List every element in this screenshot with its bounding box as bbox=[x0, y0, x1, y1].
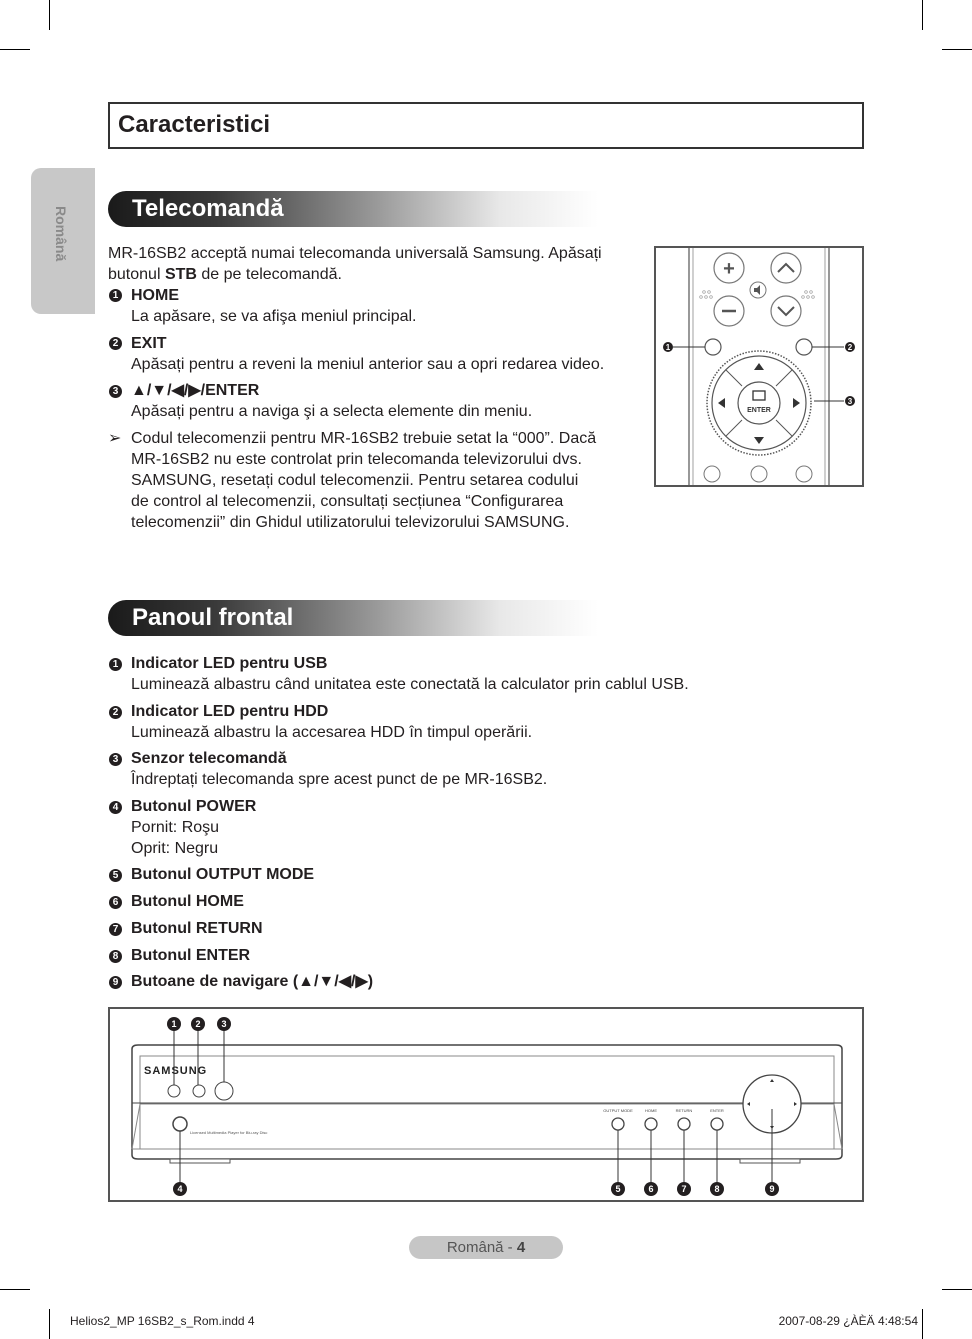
enter-label: ENTER bbox=[747, 407, 771, 414]
footer-file-info: Helios2_MP 16SB2_s_Rom.indd 4 bbox=[70, 1314, 255, 1328]
panel-tagline: Licensed Multimedia Player for Blu-ray Disc bbox=[190, 1130, 268, 1135]
callout-3: 3 bbox=[847, 397, 853, 406]
panel-item-title: Indicator LED pentru USB bbox=[131, 655, 328, 672]
panel-item-title: Butoane de navigare (▲/▼/◀/▶) bbox=[131, 973, 374, 990]
panel-item-desc: Luminează albastru când unitatea este conectată la calculator prin cablul USB. bbox=[131, 676, 689, 693]
callout-7: 7 bbox=[681, 1184, 687, 1194]
callout-number: 2 bbox=[109, 706, 122, 719]
remote-item-title: HOME bbox=[131, 287, 179, 304]
remote-intro-line-1: MR-16SB2 acceptă numai telecomanda universală Samsung. Apăsați bbox=[108, 245, 602, 262]
svg-text:+: + bbox=[723, 258, 735, 280]
crop-mark bbox=[922, 1309, 923, 1339]
remote-item-desc: Apăsați pentru a reveni la meniul anterior sau a opri redarea video. bbox=[131, 356, 605, 373]
side-tab-label: Română bbox=[53, 206, 69, 262]
section-header-remote bbox=[108, 191, 598, 227]
crop-mark bbox=[942, 49, 972, 50]
crop-mark bbox=[0, 1289, 30, 1290]
note-line: Codul telecomenzii pentru MR-16SB2 trebuie setat la “000”. Dacă bbox=[131, 430, 597, 447]
crop-mark bbox=[0, 49, 30, 50]
callout-number: 9 bbox=[109, 976, 122, 989]
front-panel-figure bbox=[108, 1007, 864, 1202]
intro-text: butonul bbox=[108, 266, 165, 283]
callout-number: 2 bbox=[109, 337, 122, 350]
callout-9: 9 bbox=[769, 1184, 775, 1194]
page-number-pill bbox=[409, 1236, 563, 1259]
remote-intro-line-2 bbox=[108, 264, 342, 285]
header-box bbox=[108, 102, 864, 149]
crop-mark bbox=[942, 1289, 972, 1290]
page-number: 4 bbox=[516, 1239, 526, 1256]
remote-control-figure bbox=[654, 246, 864, 487]
enter-button-label: ENTER bbox=[710, 1108, 724, 1113]
remote-item-title: EXIT bbox=[131, 335, 167, 352]
callout-2: 2 bbox=[195, 1019, 201, 1029]
callout-3: 3 bbox=[221, 1019, 227, 1029]
callout-4: 4 bbox=[177, 1184, 183, 1194]
crop-mark bbox=[922, 0, 923, 30]
callout-1: 1 bbox=[665, 343, 671, 352]
section-title-remote: Telecomandă bbox=[132, 195, 284, 222]
stb-label: STB bbox=[164, 266, 197, 283]
callout-5: 5 bbox=[615, 1184, 621, 1194]
callout-number: 3 bbox=[109, 753, 122, 766]
panel-item-desc: Oprit: Negru bbox=[131, 840, 219, 857]
callout-number: 6 bbox=[109, 896, 122, 909]
panel-item-title: Butonul OUTPUT MODE bbox=[131, 866, 315, 883]
return-label: RETURN bbox=[675, 1108, 693, 1113]
panel-item-title: Butonul RETURN bbox=[131, 920, 263, 937]
remote-item-desc: La apăsare, se va afişa meniul principal. bbox=[131, 308, 417, 325]
note-line: telecomenzii” din Ghidul utilizatorului televizorului SAMSUNG. bbox=[131, 514, 570, 531]
panel-item-title: Butonul ENTER bbox=[131, 947, 251, 964]
page-title: Caracteristici bbox=[118, 111, 271, 138]
callout-number: 1 bbox=[109, 658, 122, 671]
remote-item-desc: Apăsați pentru a naviga şi a selecta elemente din meniu. bbox=[131, 403, 533, 420]
section-title-front-panel: Panoul frontal bbox=[132, 604, 294, 631]
callout-6: 6 bbox=[648, 1184, 654, 1194]
callout-number: 7 bbox=[109, 923, 122, 936]
language-side-tab bbox=[31, 168, 95, 314]
panel-item-title: Senzor telecomandă bbox=[131, 750, 287, 767]
callout-1: 1 bbox=[171, 1019, 177, 1029]
panel-item-title: Butonul POWER bbox=[131, 798, 257, 815]
note-line: MR-16SB2 nu este controlat prin telecomanda televizorului dvs. bbox=[131, 451, 582, 468]
callout-8: 8 bbox=[714, 1184, 720, 1194]
footer-timestamp: 2007-08-29 ¿ÀÈÄ 4:48:54 bbox=[778, 1314, 918, 1328]
crop-mark bbox=[49, 1309, 50, 1339]
section-header-front-panel bbox=[108, 600, 598, 636]
crop-mark bbox=[49, 0, 50, 30]
front-panel-illustration bbox=[110, 1009, 862, 1200]
callout-number: 3 bbox=[109, 385, 122, 398]
panel-item-title: Butonul HOME bbox=[131, 893, 244, 910]
note-line: de control al telecomenzii, consultați secțiunea “Configurarea bbox=[131, 493, 564, 510]
panel-item-title: Indicator LED pentru HDD bbox=[131, 703, 329, 720]
remote-item-title: ▲/▼/◀/▶/ENTER bbox=[131, 382, 260, 399]
callout-2: 2 bbox=[847, 343, 853, 352]
panel-item-desc: Luminează albastru la accesarea HDD în timpul operării. bbox=[131, 724, 533, 741]
callout-number: 4 bbox=[109, 801, 122, 814]
output-mode-label: OUTPUT MODE bbox=[603, 1108, 633, 1113]
panel-item-desc: Îndreptați telecomanda spre acest punct de pe MR-16SB2. bbox=[131, 771, 548, 788]
intro-text-end: de pe telecomandă. bbox=[196, 266, 342, 283]
callout-number: 5 bbox=[109, 869, 122, 882]
samsung-logo: SAMSUNG bbox=[144, 1065, 208, 1077]
callout-number: 8 bbox=[109, 950, 122, 963]
note-line: SAMSUNG, resetați codul telecomenzii. Pentru setarea codului bbox=[131, 472, 579, 489]
note-marker: ➢ bbox=[108, 430, 122, 447]
panel-item-desc: Pornit: Roşu bbox=[131, 819, 220, 836]
page-label-prefix: Română - bbox=[446, 1239, 517, 1256]
callout-number: 1 bbox=[109, 289, 122, 302]
remote-control-illustration bbox=[656, 248, 862, 485]
home-label: HOME bbox=[645, 1108, 657, 1113]
